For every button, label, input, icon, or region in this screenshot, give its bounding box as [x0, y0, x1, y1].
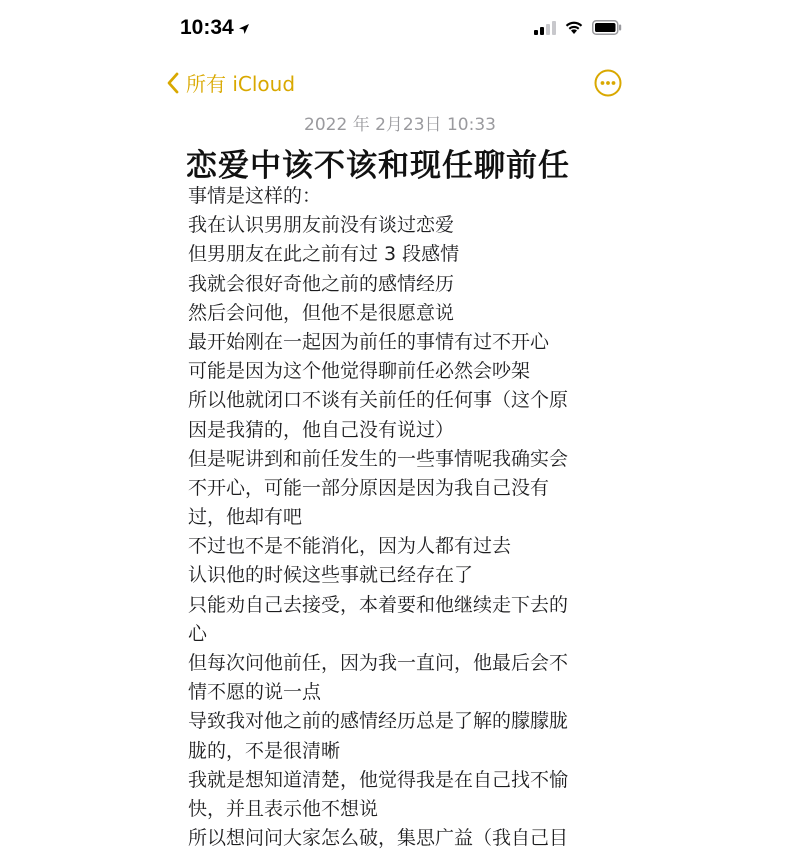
wifi-icon [564, 20, 584, 35]
note-line: 过，他却有吧 [188, 506, 303, 529]
note-line: 导致我对他之前的感情经历总是了解的朦朦胧 [188, 710, 569, 733]
note-line: 我在认识男朋友前没有谈过恋爱 [188, 214, 455, 237]
note-line: 所以想问问大家怎么破，集思广益（我自己目 [188, 827, 569, 850]
status-icons [534, 20, 622, 35]
note-line: 只能劝自己去接受，本着要和他继续走下去的 [188, 593, 569, 616]
back-button[interactable] [166, 68, 295, 97]
note-line: 然后会问他，但他不是很愿意说 [188, 301, 455, 324]
status-bar [0, 0, 800, 60]
note-body[interactable] [188, 182, 618, 853]
note-line: 可能是因为这个他觉得聊前任必然会吵架 [188, 360, 531, 383]
nav-bar [0, 62, 800, 106]
note-line: 但男朋友在此之前有过 3 段感情 [188, 243, 460, 266]
more-ellipsis-icon[interactable] [594, 69, 622, 97]
battery-icon [592, 20, 622, 35]
note-line: 但是呢讲到和前任发生的一些事情呢我确实会 [188, 447, 569, 470]
cellular-signal-icon [534, 21, 556, 35]
note-line: 胧的，不是很清晰 [188, 739, 341, 762]
status-time [180, 16, 250, 40]
note-line: 不开心，可能一部分原因是因为我自己没有 [188, 476, 550, 499]
note-line: 最开始刚在一起因为前任的事情有过不开心 [188, 330, 550, 353]
note-line: 不过也不是不能消化，因为人都有过去 [188, 535, 512, 558]
location-arrow-icon [238, 23, 250, 35]
note-line: 我就是想知道清楚，他觉得我是在自己找不愉 [188, 768, 569, 791]
chevron-left-icon [166, 71, 180, 95]
note-line: 因是我猜的，他自己没有说过） [188, 418, 455, 441]
note-line: 但每次问他前任，因为我一直问，他最后会不 [188, 652, 569, 674]
note-date: 2022 年 2月23日 10:33 [304, 115, 496, 135]
note-line: 所以他就闭口不谈有关前任的任何事（这个原 [188, 389, 569, 412]
note-title: 恋爱中该不该和现任聊前任 [186, 148, 570, 184]
note-line: 事情是这样的： [188, 185, 322, 207]
back-label: 所有 iCloud [186, 72, 296, 96]
note-line: 心 [188, 622, 208, 645]
note-line: 认识他的时候这些事就已经存在了 [188, 564, 474, 587]
note-line: 情不愿的说一点 [188, 681, 322, 704]
note-line: 我就会很好奇他之前的感情经历 [188, 272, 455, 295]
note-line: 快，并且表示他不想说 [188, 797, 379, 820]
status-time-text: 10:34 [180, 16, 234, 39]
